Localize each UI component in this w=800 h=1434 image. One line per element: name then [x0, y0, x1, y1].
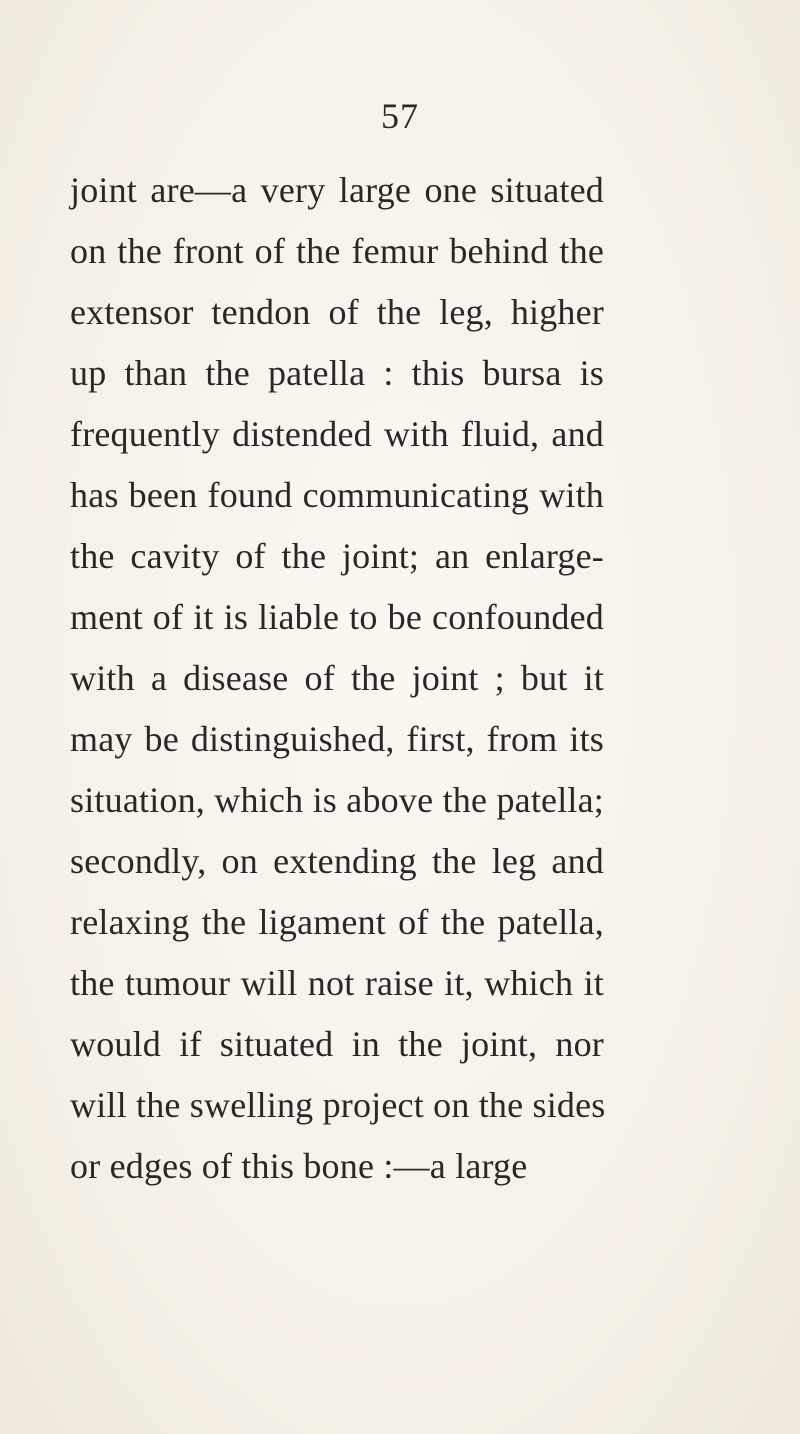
- text-line: on the front of the femur behind the: [70, 231, 604, 271]
- text-line: frequently distended with fluid, and: [70, 414, 604, 454]
- text-line: up than the patella : this bursa is: [70, 353, 604, 393]
- text-line: the cavity of the joint; an enlarge-: [70, 536, 604, 576]
- text-line: extensor tendon of the leg, higher: [70, 292, 604, 332]
- body-text: [70, 160, 604, 1197]
- text-line: or edges of this bone :—a large: [70, 1146, 528, 1186]
- text-line: ment of it is liable to be confounded: [70, 597, 604, 637]
- page-number: 57: [381, 96, 419, 136]
- text-line: will the swelling project on the sides: [70, 1085, 606, 1125]
- text-line: may be distinguished, first, from its: [70, 719, 604, 759]
- text-line: has been found communicating with: [70, 475, 604, 515]
- text-line: relaxing the ligament of the patella,: [70, 902, 604, 942]
- text-line: joint are—a very large one situated: [70, 170, 604, 210]
- text-line: the tumour will not raise it, which it: [70, 963, 604, 1003]
- text-line: with a disease of the joint ; but it: [70, 658, 604, 698]
- text-line: would if situated in the joint, nor: [70, 1024, 604, 1064]
- text-line: situation, which is above the patella;: [70, 780, 604, 820]
- text-line: secondly, on extending the leg and: [70, 841, 604, 881]
